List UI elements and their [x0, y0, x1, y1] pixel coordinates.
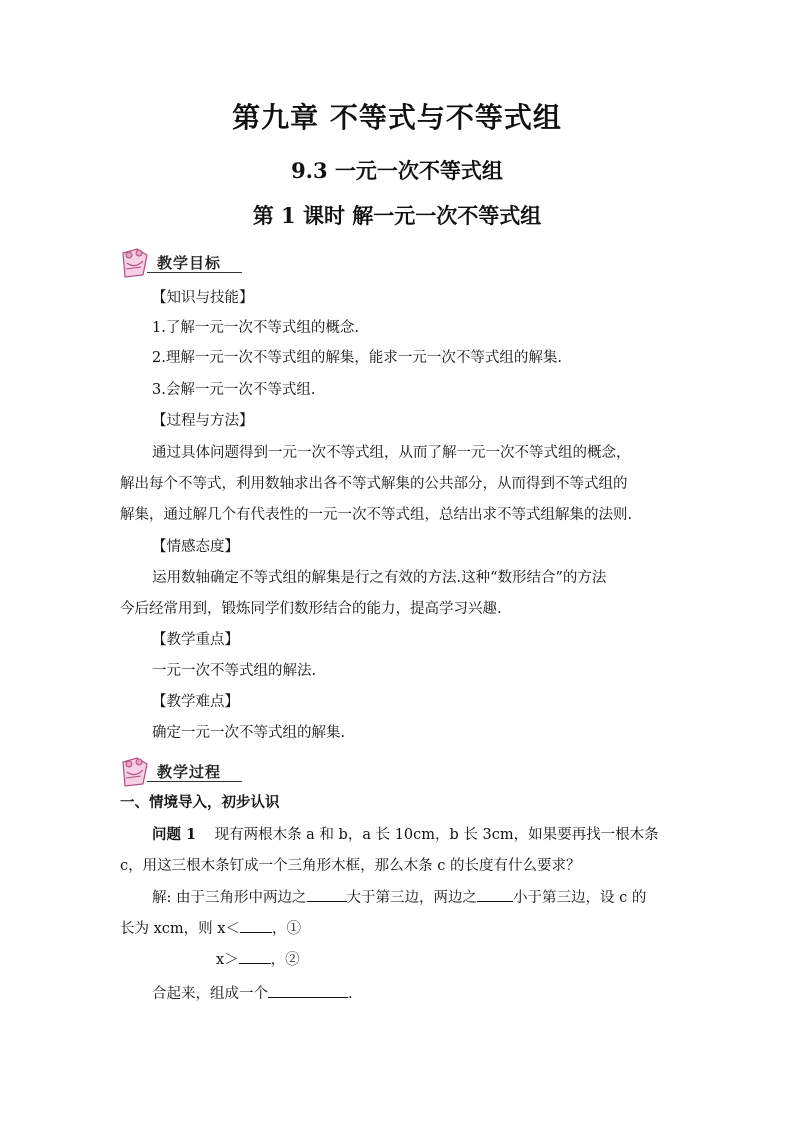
solution-text: 大于第三边，两边之 [346, 890, 477, 906]
knowledge-item: 3.会解一元一次不等式组. [152, 382, 316, 398]
bookmark-icon [117, 754, 153, 790]
method-text: 解出每个不等式，利用数轴求出各不等式解集的公共部分，从而得到不等式组的 [120, 476, 628, 492]
attitude-text: 今后经常用到，锻炼同学们数形结合的能力，提高学习兴趣. [120, 601, 502, 617]
knowledge-item: 2.理解一元一次不等式组的解集，能求一元一次不等式组的解集. [152, 350, 562, 366]
solution-line [152, 983, 353, 1004]
key-point-heading: 【教学重点】 [152, 632, 239, 648]
attitude-text: 运用数轴确定不等式组的解集是行之有效的方法.这种“数形结合”的方法 [152, 570, 607, 586]
objectives-banner [117, 245, 242, 281]
fill-blank [268, 983, 348, 998]
difficulty-heading: 【教学难点】 [152, 694, 239, 710]
question-1-line [152, 825, 659, 845]
question-1-line: c，用这三根木条钉成一个三角形木框，那么木条 c 的长度有什么要求？ [120, 858, 581, 874]
process-banner-label: 教学过程 [157, 763, 222, 781]
solution-text: 合起来，组成一个 [152, 986, 268, 1002]
knowledge-item: 1.了解一元一次不等式组的概念. [152, 320, 359, 336]
fill-blank [240, 918, 272, 933]
difficulty-text: 确定一元一次不等式组的解集. [152, 725, 346, 741]
solution-text: 长为 xcm，则 x＜ [120, 921, 240, 937]
solution-text: . [348, 986, 353, 1002]
solution-text: ，② [270, 952, 300, 968]
key-point-text: 一元一次不等式组的解法. [152, 663, 317, 679]
part-heading: 一、情境导入，初步认识 [120, 794, 280, 811]
section-title: 9.3 一元一次不等式组 [291, 158, 503, 183]
method-text: 通过具体问题得到一元一次不等式组，从而了解一元一次不等式组的概念， [152, 445, 631, 461]
solution-line [216, 949, 300, 970]
solution-line [152, 887, 646, 908]
solution-text: 小于第三边，设 c 的 [513, 890, 647, 906]
banner-underline [147, 272, 242, 273]
process-banner [117, 754, 242, 790]
fill-blank [307, 887, 347, 902]
solution-text: 解: 由于三角形中两边之 [152, 890, 307, 906]
attitude-heading: 【情感态度】 [152, 539, 239, 555]
question-label: 问题 1 [152, 826, 197, 843]
solution-text: x＞ [216, 952, 239, 968]
lesson-title: 第 1 课时 解一元一次不等式组 [252, 203, 542, 228]
question-text: 现有两根木条 a 和 b，a 长 10cm，b 长 3cm，如果要再找一根木条 [214, 827, 659, 843]
fill-blank [477, 887, 513, 902]
chapter-title: 第九章 不等式与不等式组 [232, 101, 562, 134]
method-heading: 【过程与方法】 [152, 413, 254, 429]
fill-blank [239, 949, 271, 964]
bookmark-icon [117, 245, 153, 281]
banner-underline [147, 781, 242, 782]
method-text: 解集，通过解几个有代表性的一元一次不等式组，总结出求不等式组解集的法则. [120, 507, 633, 523]
knowledge-heading: 【知识与技能】 [152, 290, 254, 306]
solution-text: ，① [271, 921, 301, 937]
objectives-banner-label: 教学目标 [157, 254, 222, 272]
solution-line [120, 918, 301, 939]
